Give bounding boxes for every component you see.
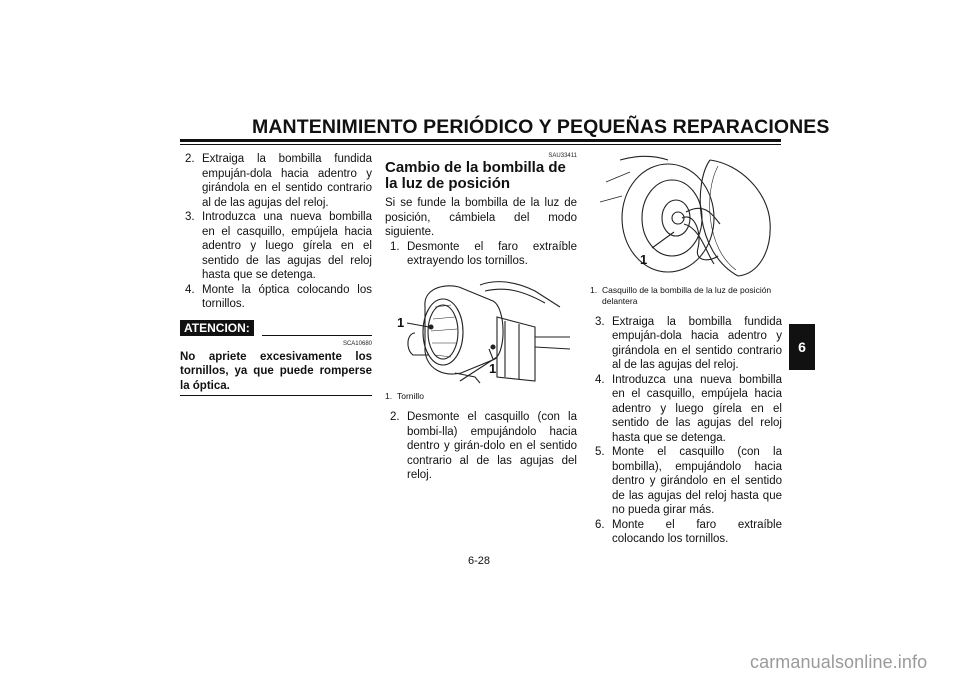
warning-rule (262, 335, 372, 336)
callout-left: 1 (397, 314, 405, 330)
list-item: 4. Monte la óptica colocando los tornillos. (185, 283, 372, 310)
figure-caption: 1. Tornillo (385, 391, 424, 401)
list-item: 2. Extraiga la bombilla fundida empuján-dola hacia adentro y girándola en el sentido contrario al de las agujas del reloj. (185, 153, 372, 209)
callout-right: 1 (489, 360, 497, 376)
steps-list-2b (385, 410, 577, 483)
list-item: 2. Desmonte el casquillo (con la bombi-lla) empujándolo hacia dentro y girán-dolo en el sentido contrario al de las agujas del reloj. (390, 411, 577, 481)
warning-code: SCA10680 (342, 340, 372, 347)
list-item: 5. Monte el casquillo (con la bombilla), empujándolo hacia dentro y girándolo en el sentido de las agujas del reloj hasta que no pueda girar más. (595, 446, 782, 516)
steps-list-1 (180, 152, 372, 312)
column-3 (590, 152, 782, 547)
page-title: MANTENIMIENTO PERIÓDICO Y PEQUEÑAS REPARACIONES (252, 116, 830, 138)
page-number: 6-28 (468, 555, 491, 567)
column-2 (385, 152, 577, 483)
list-item: 6. Monte el faro extraíble colocando los tornillos. (595, 518, 782, 545)
bulb-socket-illustration (590, 152, 782, 278)
list-item: 1. Desmonte el faro extraíble extrayendo los tornillos. (390, 240, 577, 267)
title-rule-thin (180, 144, 781, 145)
list-item: 3. Introduzca una nueva bombilla en el casquillo, empújela hacia adentro y luego gírela en el sentido de las agujas del reloj hasta que se detenga. (185, 211, 372, 281)
steps-list-3 (590, 315, 782, 547)
callout: 1 (640, 252, 648, 267)
chapter-tab: 6 (789, 324, 815, 370)
warning-label: ATENCION: (180, 320, 254, 336)
warning-header (180, 320, 372, 340)
headlight-screws-illustration (385, 277, 577, 385)
section-code: SAU33411 (548, 153, 577, 159)
title-rule (180, 139, 781, 142)
list-item: 4. Introduzca una nueva bombilla en el casquillo, empújela hacia adentro y luego gírela en el sentido de las agujas del reloj hasta que se detenga. (595, 373, 782, 444)
section-title: Cambio de la bombilla de la luz de posición (385, 159, 566, 192)
steps-list-2a (385, 240, 577, 269)
watermark: carmanualsonline.info (750, 652, 928, 672)
column-1 (180, 152, 372, 396)
warning-text: No apriete excesivamente los tornillos, ya que puede romperse la óptica. (180, 350, 372, 392)
figure-caption: 1. Casquillo de la bombilla de la luz de posición delantera (590, 284, 772, 306)
figure-bulb-socket (590, 152, 782, 307)
intro-paragraph: Si se funde la bombilla de la luz de posición, cámbiela del modo siguiente. (385, 197, 577, 238)
figure-headlight-screws (385, 277, 577, 403)
warning-bottom-rule (180, 395, 372, 396)
list-item: 3. Extraiga la bombilla fundida empuján-dola hacia adentro y girándola en el sentido contrario al de las agujas del reloj. (595, 315, 782, 371)
